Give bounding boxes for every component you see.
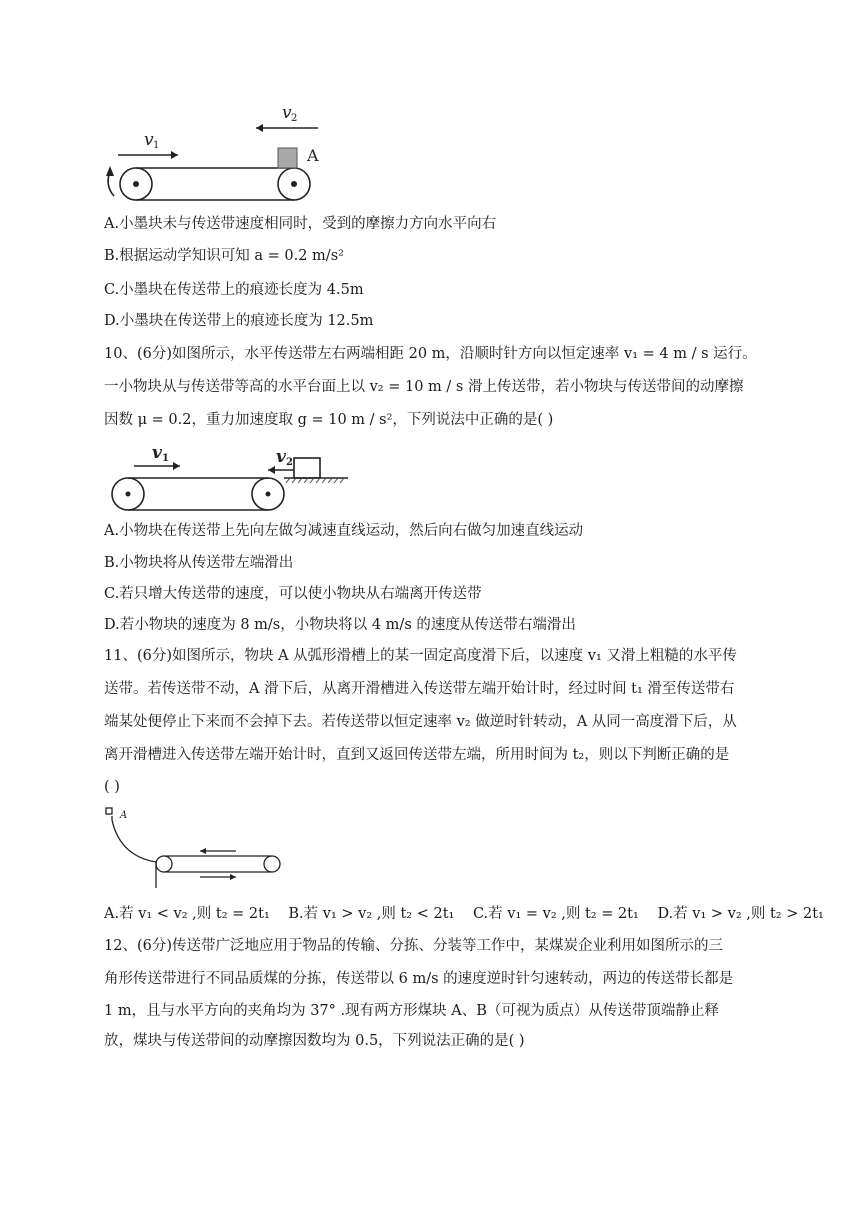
svg-text:v: v	[144, 130, 154, 150]
q11-option-c: C.若 v₁ = v₂ ,则 t₂ = 2t₁	[472, 906, 639, 922]
q11-stem-line1: 11、(6分)如图所示，物块 A 从弧形滑槽上的某一固定高度滑下后，以速度 v₁ 又滑上粗糙的水平传	[104, 648, 737, 664]
svg-text:v: v	[276, 447, 286, 467]
svg-text:2: 2	[286, 457, 293, 468]
svg-text:1: 1	[162, 453, 169, 464]
svg-text:A: A	[307, 146, 319, 165]
q11-stem-line3: 端某处便停止下来而不会掉下去。若传送带以恒定速率 v₂ 做逆时针转动，A 从同一高度滑下后，从	[104, 714, 737, 730]
q10-option-d: D.若小物块的速度为 8 m/s，小物块将以 4 m/s 的速度从传送带右端滑出	[104, 617, 576, 633]
q9-option-d: D.小墨块在传送带上的痕迹长度为 12.5m	[104, 313, 374, 329]
q11-option-b: B.若 v₁ > v₂ ,则 t₂ < 2t₁	[288, 906, 455, 922]
svg-text:1: 1	[153, 140, 160, 151]
q10-stem-line2: 一小物块从与传送带等高的水平台面上以 v₂ = 10 m / s 滑上传送带，若小物块与传送带间的动摩擦	[104, 379, 744, 395]
svg-text:A: A	[120, 810, 128, 821]
q12-stem-line3: 1 m，且与水平方向的夹角均为 37° .现有两方形煤块 A、B（可视为质点）从传送带顶端静止释	[104, 1003, 719, 1019]
q10-stem-line1: 10、(6分)如图所示，水平传送带左右两端相距 20 m，沿顺时针方向以恒定速率 v₁ = 4 m / s 运行。	[104, 346, 757, 362]
curved-ramp	[112, 820, 156, 862]
block-a	[278, 148, 297, 168]
block-a	[106, 808, 112, 814]
figure-ramp-conveyor	[100, 804, 290, 896]
q12-stem-line4: 放，煤块与传送带间的动摩擦因数均为 0.5，下列说法正确的是( )	[104, 1033, 525, 1049]
q11-options-row	[104, 903, 824, 925]
figure-conveyor-block-a	[96, 100, 336, 205]
figure-conveyor-platform	[104, 440, 354, 520]
q11-option-a: A.若 v₁ < v₂ ,则 t₂ = 2t₁	[104, 906, 270, 922]
left-pulley	[156, 856, 172, 872]
q9-option-b: B.根据运动学知识可知 a = 0.2 m/s²	[104, 248, 344, 264]
q11-option-d: D.若 v₁ > v₂ ,则 t₂ > 2t₁	[657, 906, 824, 922]
q10-option-a: A.小物块在传送带上先向左做匀减速直线运动，然后向右做匀加速直线运动	[104, 523, 584, 539]
q10-option-c: C.若只增大传送带的速度，可以使小物块从右端离开传送带	[104, 586, 482, 602]
q11-stem-line4: 离开滑槽进入传送带左端开始计时，直到又返回传送带左端，所用时间为 t₂，则以下判断正确的是	[104, 747, 730, 763]
svg-text:2: 2	[291, 113, 298, 124]
svg-text:v: v	[282, 103, 292, 123]
q10-stem-line3: 因数 μ = 0.2，重力加速度取 g = 10 m / s²，下列说法中正确的是( )	[104, 412, 554, 428]
q11-stem-line2: 送带。若传送带不动，A 滑下后，从离开滑槽进入传送带左端开始计时，经过时间 t₁ 滑至传送带右	[104, 681, 735, 697]
q11-stem-line5: ( )	[104, 779, 120, 795]
platform-block	[294, 458, 320, 478]
q12-stem-line2: 角形传送带进行不同品质煤的分拣，传送带以 6 m/s 的速度逆时针匀速转动，两边的传送带长都是	[104, 971, 734, 987]
q9-option-a: A.小墨块未与传送带速度相同时，受到的摩擦力方向水平向右	[104, 216, 497, 232]
right-pulley	[264, 856, 280, 872]
svg-text:v: v	[152, 443, 162, 463]
q9-option-c: C.小墨块在传送带上的痕迹长度为 4.5m	[104, 282, 364, 298]
q12-stem-line1: 12、(6分)传送带广泛地应用于物品的传输、分拣、分装等工作中，某煤炭企业利用如图所示的三	[104, 938, 723, 954]
q10-option-b: B.小物块将从传送带左端滑出	[104, 555, 294, 571]
